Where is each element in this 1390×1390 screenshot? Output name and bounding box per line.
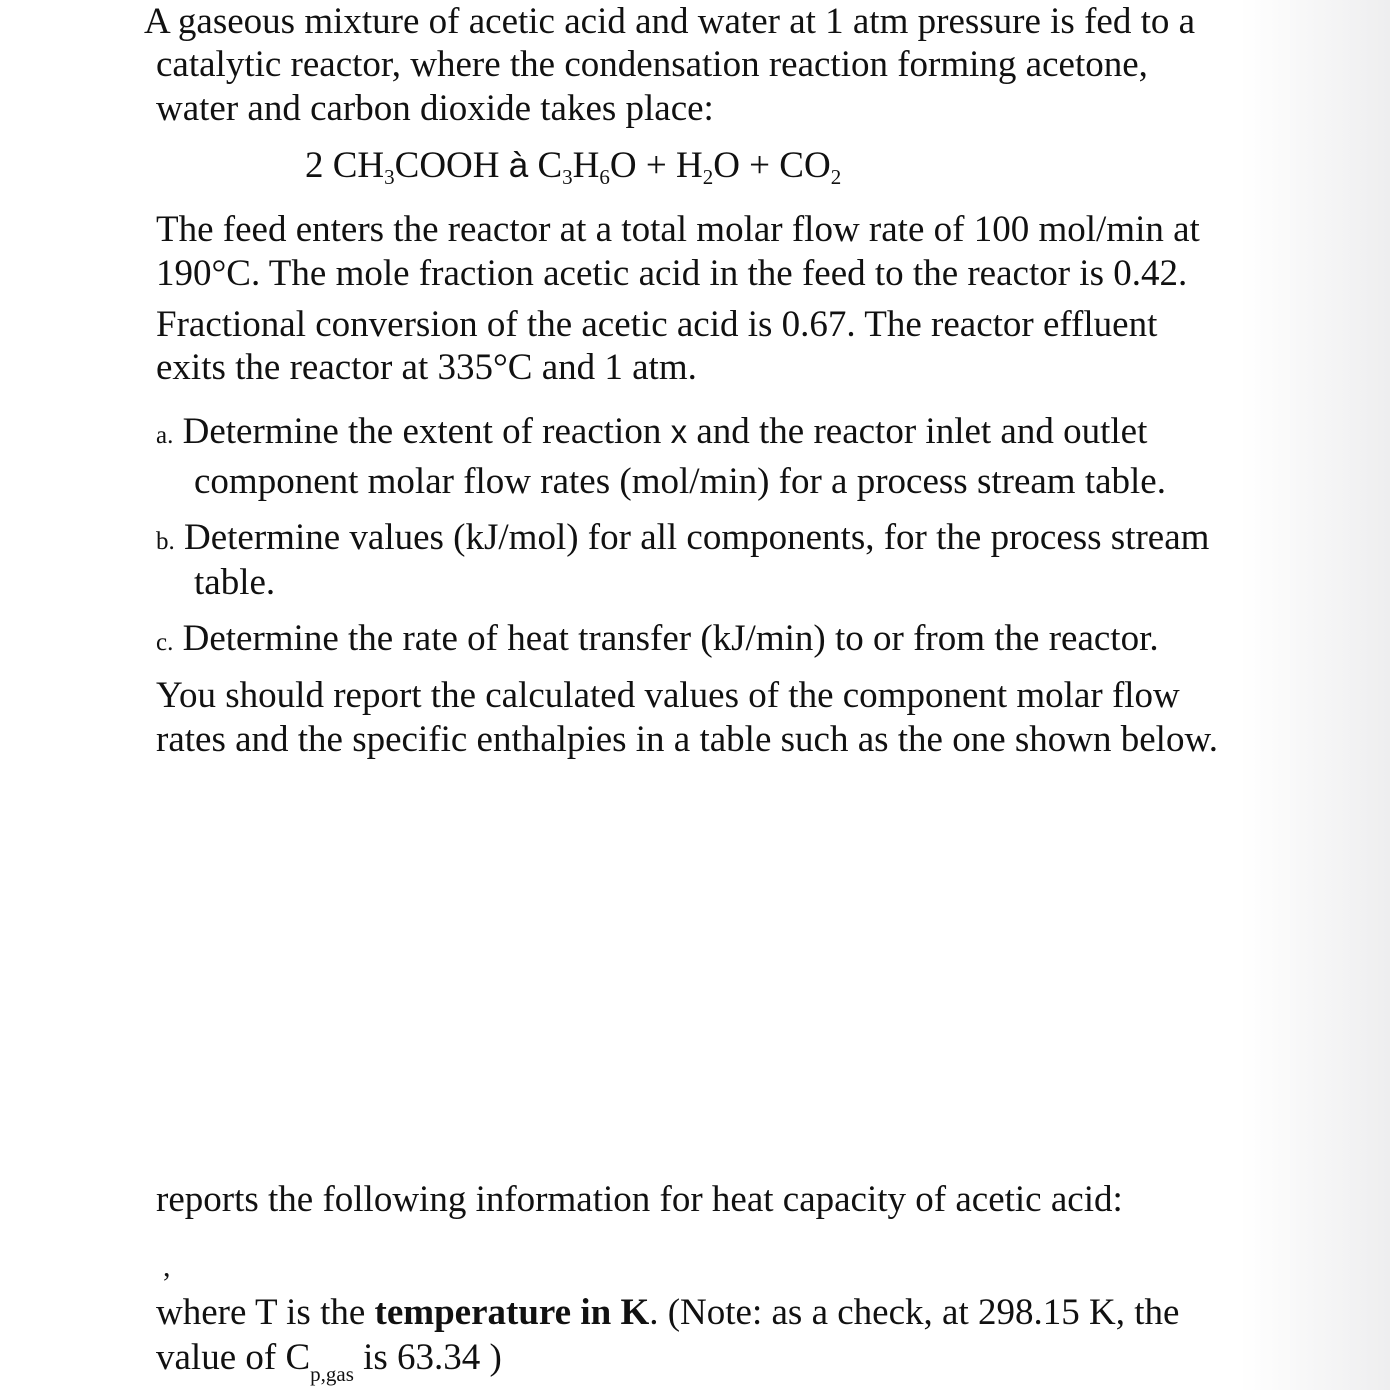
heat-capacity-line: reports the following information for heat capacity of acetic acid:	[156, 1179, 1123, 1220]
task-a-label: a.	[156, 422, 174, 449]
note-line-1: where T is the temperature in K. (Note: as a check, at 298.15 K, the	[156, 1292, 1180, 1333]
feed-line-3: Fractional conversion of the acetic acid is 0.67. The reactor effluent	[156, 304, 1158, 345]
page-shading	[1240, 0, 1390, 1390]
task-a-line-1: a. Determine the extent of reaction x and the reactor inlet and outlet	[156, 411, 1148, 452]
temperature-emphasis: temperature in K	[374, 1292, 650, 1333]
task-b-line-2: table.	[194, 562, 276, 603]
task-b-label: b.	[156, 528, 175, 555]
report-line-2: rates and the specific enthalpies in a table such as the one shown below.	[156, 719, 1219, 760]
task-c-label: c.	[156, 629, 174, 656]
reaction-equation: 2 $CH_3COOH$ à $C_3H_6O + H_2O + CO_2$	[305, 145, 842, 189]
feed-line-2: 190°C. The mole fraction acetic acid in the feed to the reactor is 0.42.	[156, 253, 1188, 294]
task-a-line-2: component molar flow rates (mol/min) for a process stream table.	[194, 461, 1166, 502]
report-line-1: You should report the calculated values of the component molar flow	[156, 675, 1180, 716]
formula-comma: ,	[163, 1250, 171, 1283]
task-b-line-1: b. Determine values (kJ/mol) for all components, for the process stream	[156, 517, 1210, 558]
intro-line-3: water and carbon dioxide takes place:	[156, 88, 714, 129]
intro-line-1: A gaseous mixture of acetic acid and water at 1 atm pressure is fed to a	[144, 1, 1196, 42]
feed-line-1: The feed enters the reactor at a total molar flow rate of 100 mol/min at	[156, 209, 1200, 250]
task-c-line-1: c. Determine the rate of heat transfer (kJ/min) to or from the reactor.	[156, 618, 1159, 659]
cp-subscript: p,gas	[310, 1362, 354, 1386]
extent-symbol: x	[670, 413, 688, 450]
note-line-2: value of $C_{p,gas}$ is 63.34 )	[156, 1337, 502, 1386]
intro-line-2: catalytic reactor, where the condensation reaction forming acetone,	[156, 44, 1148, 85]
feed-line-4: exits the reactor at 335°C and 1 atm.	[156, 347, 697, 388]
reaction-arrow-glyph: à	[508, 146, 529, 185]
